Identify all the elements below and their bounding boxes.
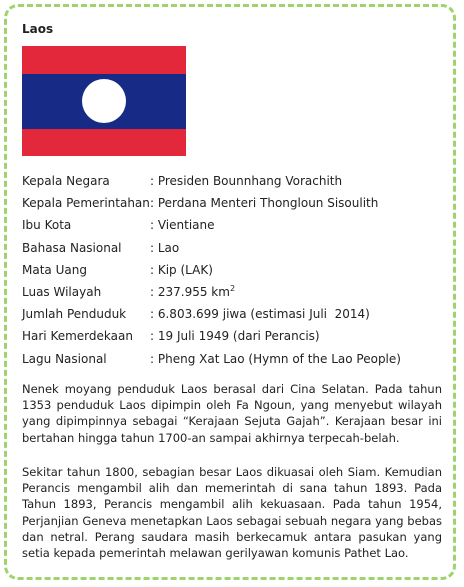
fact-value [150,281,442,303]
fact-label: Kepala Pemerintahan [22,196,150,211]
area-unit-superscript: 2 [229,284,236,294]
fact-row [22,281,442,303]
fact-row [22,303,442,325]
fact-value: : 6.803.699 jiwa (estimasi Juli 2014) [150,307,370,322]
fact-row [22,170,442,192]
flag-bottom-stripe [22,129,186,157]
fact-row [22,325,442,347]
fact-value: : 19 Juli 1949 (dari Perancis) [150,329,320,344]
fact-value: : Lao [150,240,180,255]
flag-white-disc [82,79,126,123]
laos-flag-icon [22,46,186,156]
fact-value: : Vientiane [150,218,215,233]
fact-row [22,348,442,370]
fact-row [22,259,442,281]
fact-label: Mata Uang [22,262,87,277]
flag-top-stripe [22,46,186,74]
fact-label: Jumlah Penduduk [22,307,127,322]
fact-label: Bahasa Nasional [22,240,122,255]
history-paragraph-1: Nenek moyang penduduk Laos berasal dari Cina Selatan. Pada tahun 1353 penduduk Laos dipimpin oleh Fa Ngoun, yang menyebut wilayah yang dipimpinnya sebagai “Kerajaan Sejuta Gajah”. Kerajaan besar ini bertahan hingga tahun 1700-an sampai akhirnya terpecah-belah. [22,382,442,445]
fact-label: Luas Wilayah [22,285,102,300]
flag-middle-band [22,74,186,129]
fact-value: : Perdana Menteri Thongloun Sisoulith [150,196,379,211]
fact-value: : Kip (LAK) [150,262,213,277]
history-paragraph-2: Sekitar tahun 1800, sebagian besar Laos dikuasai oleh Siam. Kemudian Perancis mengambil alih dan memerintah di sana tahun 1893. Pada Tahun 1893, Perancis mengambil alih kekuasaan. Pada tahun 1954, Perjanjian Geneva menetapkan Laos sebagai sebuah negara yang bebas dan netral. Perang saudara masih berkecamuk antara pasukan yang setia kepada pemerintah melawan gerilyawan komunis Pathet Lao. [22,465,442,561]
country-title: Laos [22,22,54,36]
fact-value: : Presiden Bounnhang Vorachith [150,174,343,188]
fact-row [22,192,442,214]
fact-label: Lagu Nasional [22,351,107,366]
fact-list [22,170,442,370]
fact-row [22,237,442,259]
fact-label: Ibu Kota [22,218,72,233]
area-value-text: : 237.955 km [150,285,230,300]
fact-label: Kepala Negara [22,174,110,188]
fact-value: : Pheng Xat Lao (Hymn of the Lao People) [150,351,401,366]
fact-label: Hari Kemerdekaan [22,329,133,344]
fact-row [22,214,442,236]
